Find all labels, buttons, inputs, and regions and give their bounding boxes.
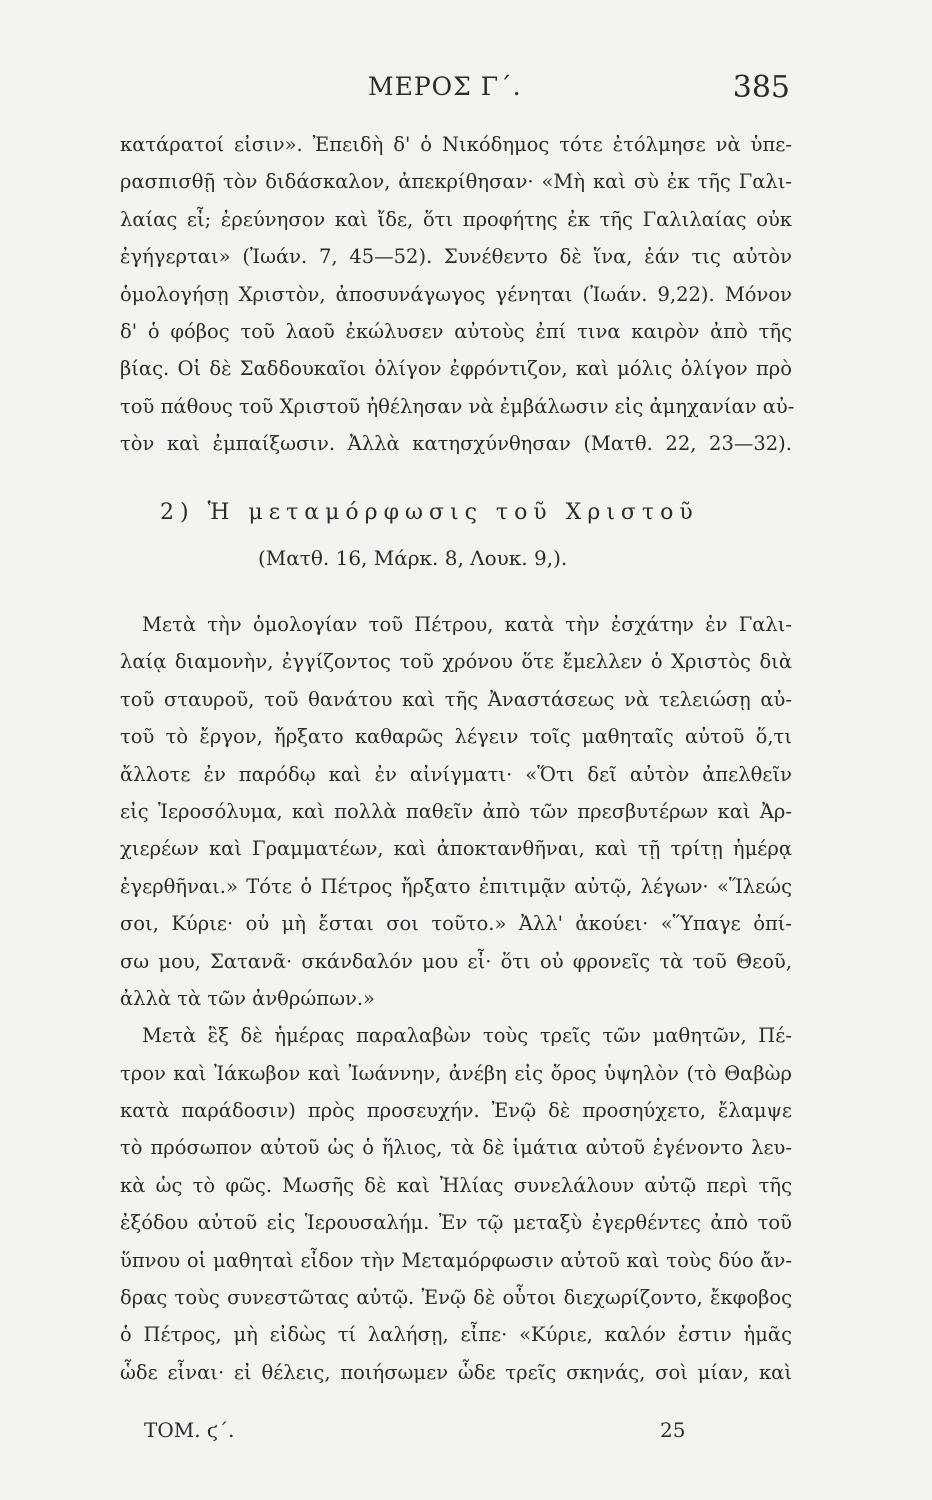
text-line: ἐξόδου αὐτοῦ εἰς Ἱερουσαλήμ. Ἐν τῷ μεταξὺ ἐγερθέντες ἀπὸ τοῦ <box>120 1211 792 1235</box>
text-line: τοῦ πάθους τοῦ Χριστοῦ ἠθέλησαν νὰ ἐμβάλωσιν εἰς ἀμηχανίαν αὐ- <box>120 394 795 418</box>
text-line: χιερέων καὶ Γραμματέων, καὶ ἀποκτανθῆναι, καὶ τῇ τρίτῃ ἡμέρᾳ <box>120 837 792 861</box>
section-heading: 2) Ἡ μεταμόρφωσις τοῦ Χριστοῦ <box>160 500 699 525</box>
paragraph-1 <box>120 126 795 463</box>
signature-mark: ΤΟΜ. ϛ΄. <box>144 1418 235 1442</box>
text-line: τοῦ τὸ ἔργον, ἤρξατο καθαρῶς λέγειν τοῖς μαθηταῖς αὐτοῦ ὅ,τι <box>120 725 792 749</box>
text-line: δρας τοὺς συνεστῶτας αὐτῷ. Ἐνῷ δὲ οὗτοι διεχωρίζοντο, ἔκφοβος <box>120 1286 792 1310</box>
text-line: ὁ Πέτρος, μὴ εἰδὼς τί λαλήσῃ, εἶπε· «Κύριε, καλόν ἐστιν ἡμᾶς <box>120 1323 792 1347</box>
text-line: λαίᾳ διαμονὴν, ἐγγίζοντος τοῦ χρόνου ὅτε ἔμελλεν ὁ Χριστὸς διὰ <box>120 650 792 674</box>
page-number: 385 <box>732 70 790 105</box>
section-references: (Ματθ. 16, Μάρκ. 8, Λουκ. 9,). <box>258 546 568 570</box>
text-line: τοῦ σταυροῦ, τοῦ θανάτου καὶ τῆς Ἀναστάσεως νὰ τελειώσῃ αὐ- <box>120 687 792 711</box>
text-line: σοι, Κύριε· οὐ μὴ ἔσται σοι τοῦτο.» Ἀλλ' ἀκούει· «Ὕπαγε ὀπί- <box>120 912 792 936</box>
text-line: ἐγερθῆναι.» Τότε ὁ Πέτρος ἤρξατο ἐπιτιμᾷν αὐτῷ, λέγων· «Ἵλεώς <box>120 874 792 898</box>
text-line: ἐγήγερται» (Ἰωάν. 7, 45—52). Συνέθεντο δὲ ἵνα, ἐάν τις αὐτὸν <box>120 245 792 269</box>
text-line: λαίας εἶ; ἐρεύνησον καὶ ἴδε, ὅτι προφήτης ἐκ τῆς Γαλιλαίας οὐκ <box>120 207 792 231</box>
text-line: τὸ πρόσωπον αὐτοῦ ὡς ὁ ἥλιος, τὰ δὲ ἱμάτια αὐτοῦ ἐγένοντο λευ- <box>120 1136 792 1160</box>
text-line: ὧδε εἶναι· εἰ θέλεις, ποιήσωμεν ὧδε τρεῖς σκηνάς, σοὶ μίαν, καὶ <box>120 1360 792 1384</box>
text-line: ρασπισθῇ τὸν διδάσκαλον, ἀπεκρίθησαν· «Μὴ καὶ σὺ ἐκ τῆς Γαλι- <box>120 170 792 194</box>
text-line: κατάρατοί εἰσιν». Ἐπειδὴ δ' ὁ Νικόδημος τότε ἐτόλμησε νὰ ὑπε- <box>120 133 792 156</box>
text-line: ἀλλὰ τὰ τῶν ἀνθρώπων.» <box>120 986 375 1010</box>
text-line: Μετὰ τὴν ὁμολογίαν τοῦ Πέτρου, κατὰ τὴν ἐσχάτην ἐν Γαλι- <box>142 613 792 636</box>
text-line: δ' ὁ φόβος τοῦ λαοῦ ἐκώλυσεν αὐτοὺς ἐπί τινα καιρὸν ἀπὸ τῆς <box>120 319 792 343</box>
text-line: Μετὰ ἓξ δὲ ἡμέρας παραλαβὼν τοὺς τρεῖς τῶν μαθητῶν, Πέ- <box>142 1024 792 1048</box>
text-line: ὁμολογήσῃ Χριστὸν, ἀποσυνάγωγος γένηται (Ἰωάν. 9,22). Μόνον <box>120 282 792 306</box>
text-line: τὸν καὶ ἐμπαίξωσιν. Ἀλλὰ κατησχύνθησαν (Ματθ. 22, 23—32). <box>120 432 792 456</box>
text-line: κατὰ παράδοσιν) πρὸς προσευχήν. Ἐνῷ δὲ προσηύχετο, ἔλαμψε <box>120 1099 792 1123</box>
text-line: τρον καὶ Ἰάκωβον καὶ Ἰωάννην, ἀνέβη εἰς ὄρος ὑψηλὸν (τὸ Θαβὼρ <box>120 1061 792 1085</box>
text-line: κὰ ὡς τὸ φῶς. Μωσῆς δὲ καὶ Ἠλίας συνελάλουν αὐτῷ περὶ τῆς <box>120 1173 792 1197</box>
text-line: σω μου, Σατανᾶ· σκάνδαλόν μου εἶ· ὅτι οὐ φρονεῖς τὰ τοῦ Θεοῦ, <box>120 949 792 973</box>
text-line: βίας. Οἱ δὲ Σαδδουκαῖοι ὀλίγον ἐφρόντιζον, καὶ μόλις ὀλίγον πρὸ <box>120 357 792 381</box>
text-line: ὕπνου οἱ μαθηταὶ εἶδον τὴν Μεταμόρφωσιν αὐτοῦ καὶ τοὺς δύο ἄν- <box>120 1248 792 1272</box>
paragraph-2-and-3 <box>120 606 792 1391</box>
text-line: ἄλλοτε ἐν παρόδῳ καὶ ἐν αἰνίγματι· «Ὅτι δεῖ αὐτὸν ἀπελθεῖν <box>120 762 792 786</box>
text-line: εἰς Ἱεροσόλυμα, καὶ πολλὰ παθεῖν ἀπὸ τῶν πρεσβυτέρων καὶ Ἀρ- <box>120 799 792 823</box>
running-head: ΜΕΡΟΣ Γ΄. <box>368 72 522 101</box>
sheet-number: 25 <box>660 1418 686 1442</box>
